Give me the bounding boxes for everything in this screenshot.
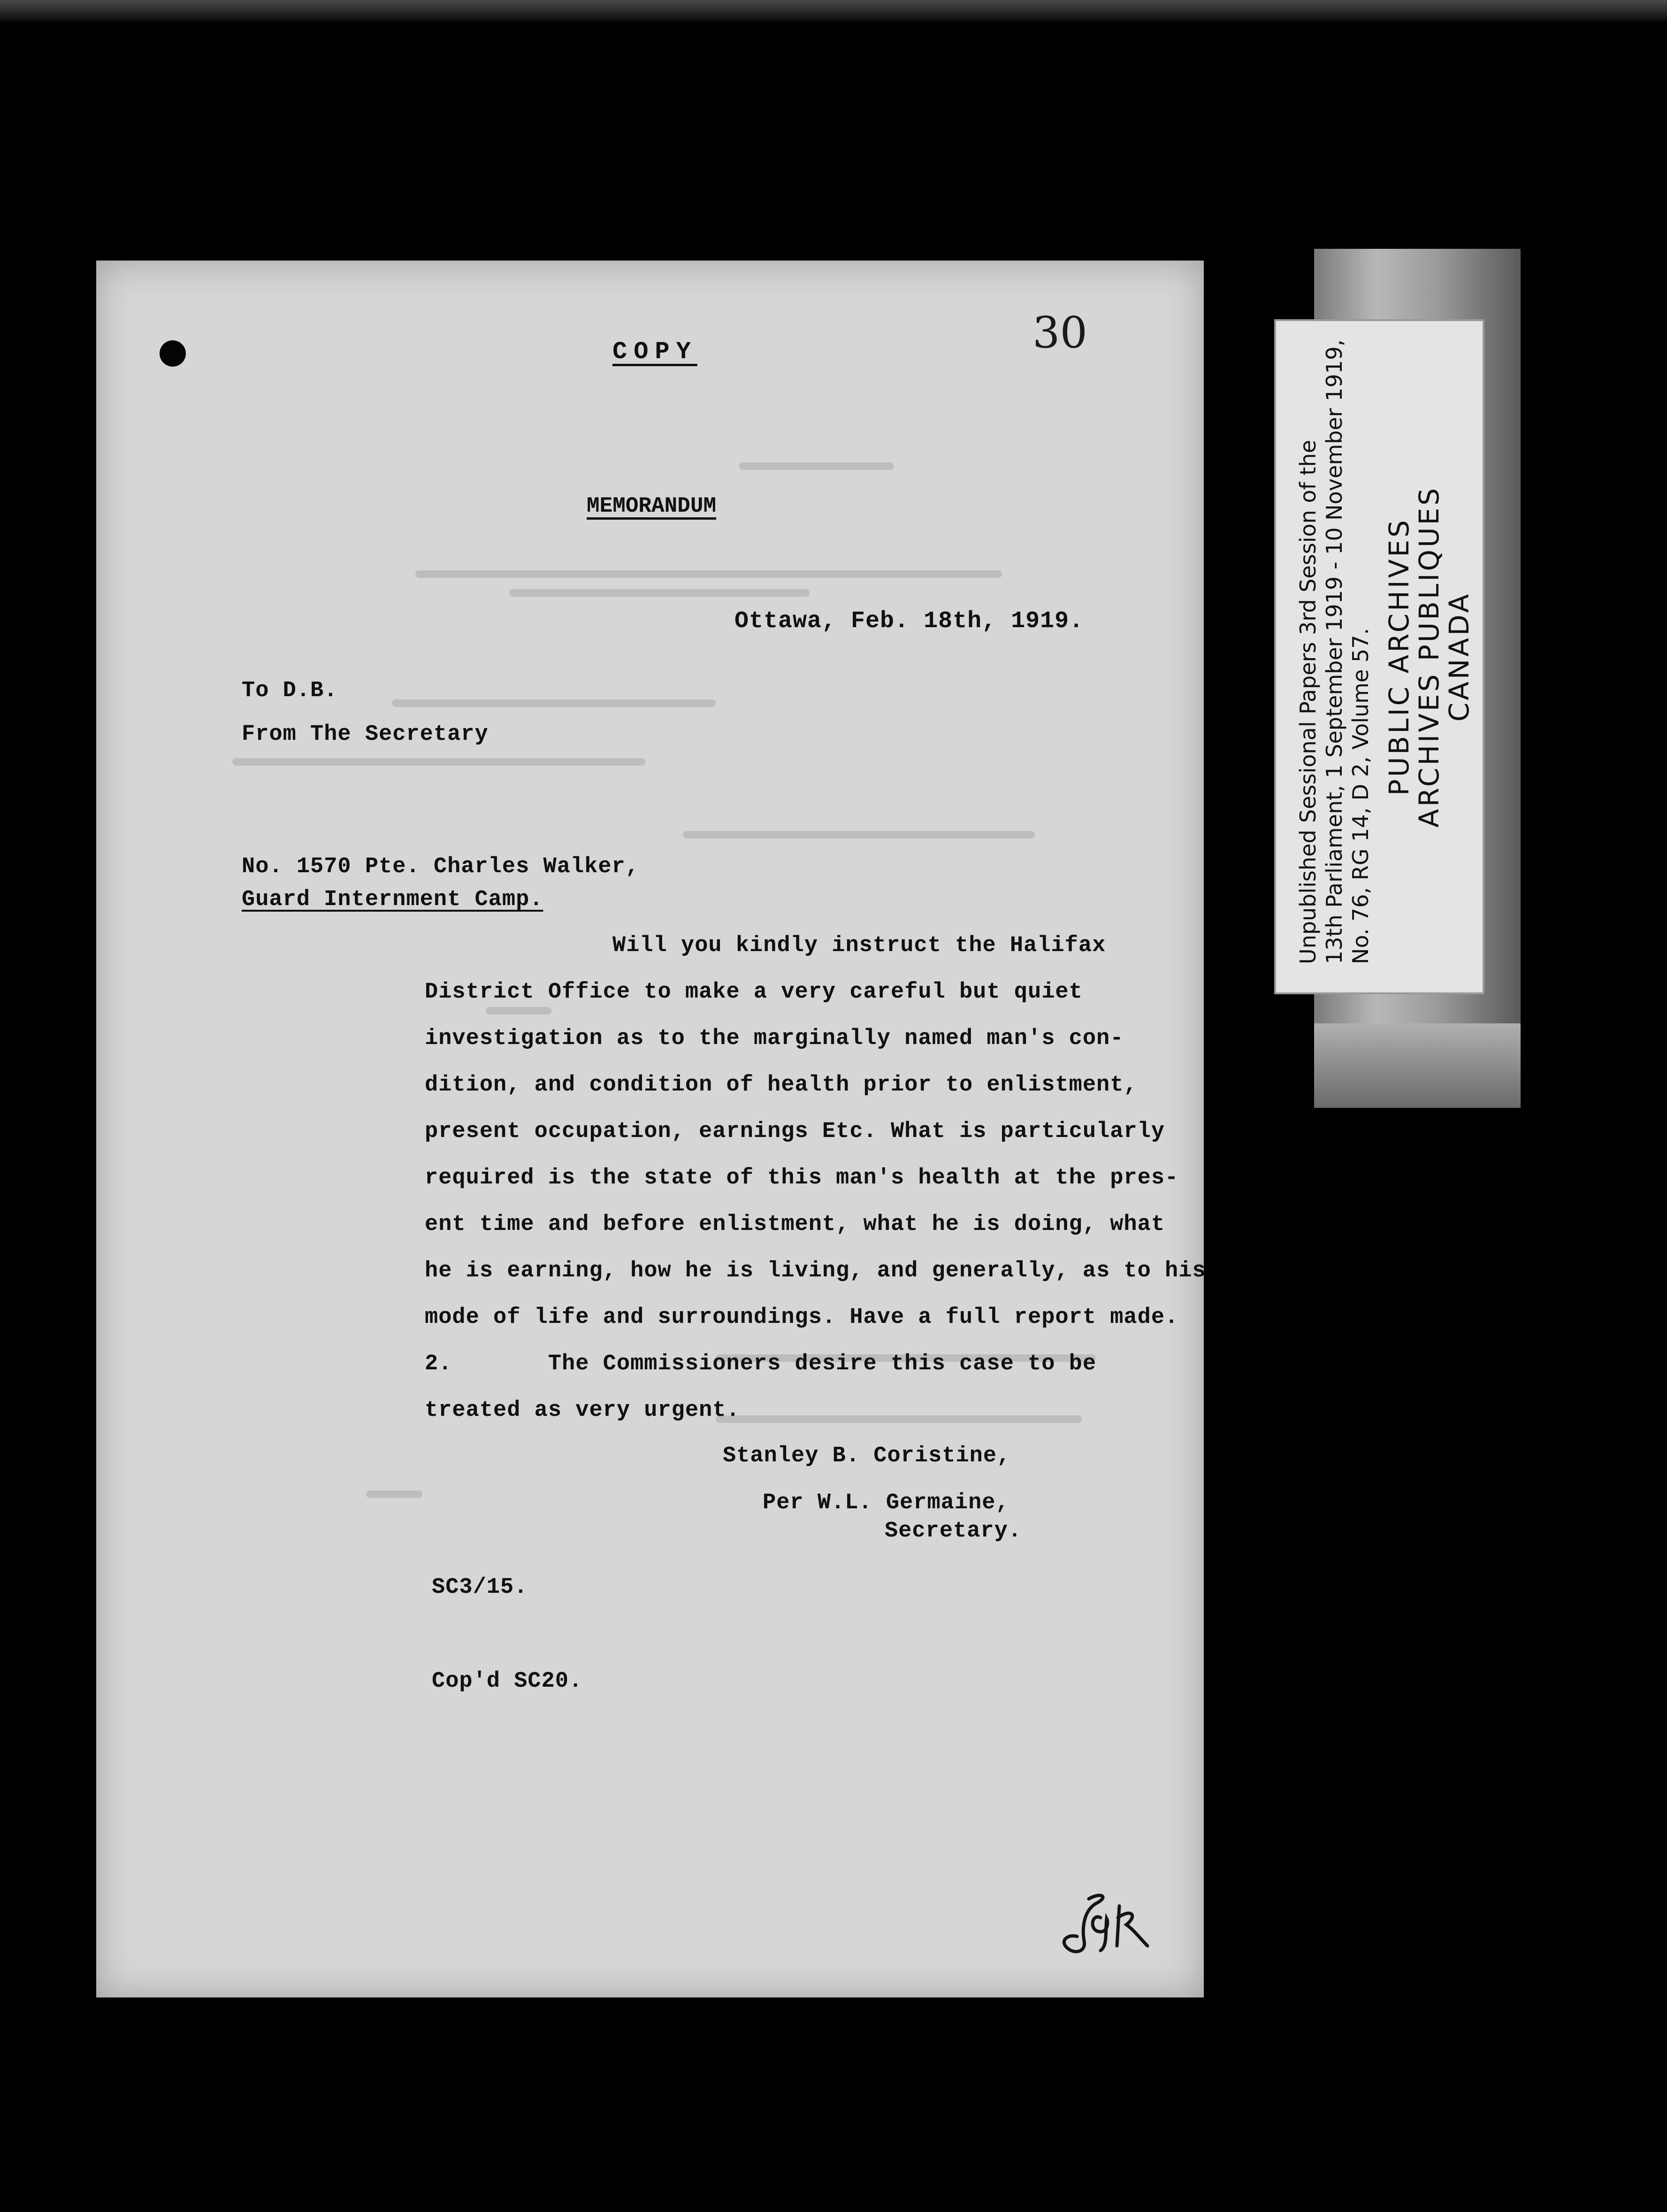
bleed-through-mark bbox=[366, 1490, 422, 1498]
archive-label-text bbox=[1276, 321, 1483, 992]
page-number: 30 bbox=[1032, 307, 1088, 358]
memo-page bbox=[96, 261, 1204, 1997]
archive-stamp-line: CANADA bbox=[1443, 591, 1475, 722]
body-line: required is the state of this man's health at the pres- bbox=[425, 1166, 1179, 1190]
body-line: present occupation, earnings Etc. What is particularly bbox=[425, 1119, 1165, 1144]
archive-stamp-line: ARCHIVES PUBLIQUES bbox=[1413, 485, 1445, 828]
body-line: District Office to make a very careful but quiet bbox=[425, 980, 1083, 1005]
body-line: he is earning, how he is living, and generally, as to his bbox=[425, 1259, 1206, 1283]
copied-reference: Cop'd SC20. bbox=[432, 1669, 583, 1694]
bleed-through-mark bbox=[415, 570, 1002, 578]
body-line: investigation as to the marginally named man's con- bbox=[425, 1026, 1124, 1051]
reference-number: SC3/15. bbox=[432, 1575, 528, 1600]
bleed-through-mark bbox=[232, 758, 645, 766]
body-line: treated as very urgent. bbox=[425, 1398, 740, 1423]
body-line: ent time and before enlistment, what he is doing, what bbox=[425, 1212, 1165, 1237]
handwritten-initials bbox=[1056, 1889, 1155, 1960]
archive-citation bbox=[1295, 326, 1374, 964]
punch-hole bbox=[160, 340, 186, 367]
memorandum-heading: MEMORANDUM bbox=[587, 494, 717, 518]
memo-from: From The Secretary bbox=[242, 722, 489, 747]
signature-per: Per W.L. Germaine, bbox=[763, 1490, 1009, 1515]
archive-stamp-line: PUBLIC ARCHIVES bbox=[1383, 518, 1415, 796]
bleed-through-mark bbox=[509, 589, 810, 597]
body-line: Will you kindly instruct the Halifax bbox=[612, 933, 1106, 958]
body-line: 2. The Commissioners desire this case to be bbox=[425, 1352, 1097, 1376]
bleed-through-mark bbox=[739, 462, 894, 470]
citation-line: Unpublished Sessional Papers 3rd Session of the bbox=[1295, 440, 1321, 964]
body-line: mode of life and surroundings. Have a full report made. bbox=[425, 1305, 1179, 1330]
bleed-through-mark bbox=[392, 699, 716, 707]
signature-name: Stanley B. Coristine, bbox=[723, 1444, 1011, 1468]
copy-heading: COPY bbox=[612, 338, 697, 366]
bleed-through-mark bbox=[683, 831, 1035, 838]
citation-line: 13th Parliament, 1 September 1919 - 10 November 1919, bbox=[1322, 339, 1347, 964]
signature-title: Secretary. bbox=[885, 1519, 1022, 1544]
archive-label bbox=[1274, 319, 1484, 994]
archive-stamp bbox=[1384, 321, 1474, 992]
body-line: dition, and condition of health prior to enlistment, bbox=[425, 1073, 1138, 1098]
scan-top-edge bbox=[0, 0, 1667, 22]
label-backing-edge bbox=[1314, 1023, 1521, 1108]
memo-to: To D.B. bbox=[242, 678, 338, 703]
subject-line: No. 1570 Pte. Charles Walker, bbox=[242, 854, 639, 879]
citation-line: No. 76, RG 14, D 2, Volume 57. bbox=[1348, 628, 1373, 964]
memo-body bbox=[425, 922, 1206, 1434]
subject-location: Guard Internment Camp. bbox=[242, 887, 543, 912]
memo-date: Ottawa, Feb. 18th, 1919. bbox=[734, 608, 1084, 635]
